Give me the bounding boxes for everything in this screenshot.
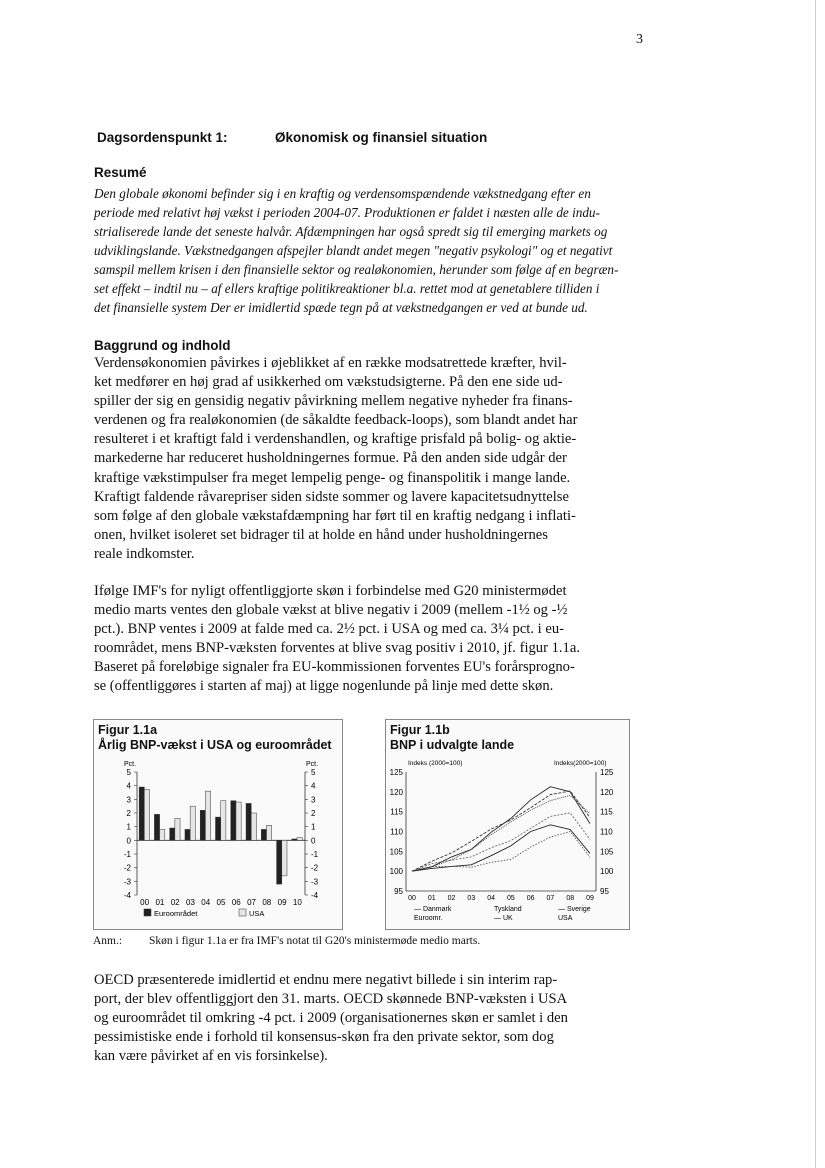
y-tick-label-right: -2: [311, 863, 319, 873]
legend-label: Euroområdet: [154, 909, 198, 918]
x-tick-label: 06: [526, 895, 535, 902]
x-tick-label: 03: [467, 895, 476, 902]
y-tick-label-right: 115: [600, 807, 613, 817]
y-tick-label-left: 1: [126, 822, 131, 832]
y-tick-label-left: 100: [389, 867, 403, 877]
x-tick-label: 02: [170, 898, 180, 907]
bar-usa: [190, 806, 195, 840]
text-line: og euroområdet til omkring -4 pct. i 2009 (organisationernes skøn er samlet i den: [94, 1010, 568, 1027]
text-line: medio marts ventes den globale vækst at blive negativ i 2009 (mellem -1½ og -½: [94, 602, 568, 619]
y-tick-label-left: -3: [123, 877, 131, 887]
legend-label: USA: [249, 909, 265, 918]
bar-euroomraadet: [231, 801, 236, 841]
text-line: se (offentliggøres i starten af maj) at ligge nogenlunde på linje med dette skøn.: [94, 678, 554, 695]
series-line-tyskland: [412, 832, 590, 872]
bar-euroomraadet: [277, 840, 282, 884]
x-tick-label: 01: [155, 898, 165, 907]
y-tick-label-right: 110: [600, 827, 613, 837]
resume-line: udviklingslande. Vækstnedgangen afspejler blandt andet megen "negativ psykologi" og et negativt: [94, 243, 613, 258]
resume-text: [94, 184, 628, 317]
figure-title: BNP i udvalgte lande: [390, 738, 515, 752]
text-line: markederne har reduceret husholdningernes formue. På den anden side udgår der: [94, 450, 567, 467]
y-tick-label-right: 5: [311, 768, 316, 777]
bar-usa: [236, 802, 241, 840]
figure-1-1b: [385, 719, 630, 930]
legend-label: — Sverige: [558, 906, 591, 913]
x-tick-label: 03: [186, 898, 195, 907]
text-line: pct.). BNP ventes i 2009 at falde med ca. 2½ pct. i USA og med ca. 3¼ pct. i eu-: [94, 621, 564, 638]
bar-usa: [282, 840, 287, 876]
resume-line: Den globale økonomi befinder sig i en kraftig og verdensomspændende vækstnedgang efter en: [94, 186, 591, 201]
paragraph-2: [94, 582, 628, 697]
bar-usa: [297, 838, 302, 841]
y-tick-label-left: 125: [389, 768, 403, 777]
bar-usa: [160, 829, 165, 840]
figure-number: Figur 1.1a: [98, 723, 158, 737]
x-tick-label: 07: [247, 898, 256, 907]
x-tick-label: 00: [140, 898, 150, 907]
y-tick-label-left: 3: [126, 795, 131, 805]
text-line: port, der blev offentliggjort den 31. marts. OECD skønnede BNP-væksten i USA: [94, 991, 568, 1008]
bar-usa: [144, 790, 149, 841]
y-tick-label-right: 125: [600, 768, 614, 777]
text-line: onen, hvilket isoleret set bidrager til at holde en hånd under husholdningernes: [94, 526, 548, 543]
resume-line: samspil mellem krisen i den finansielle sektor og realøkonomien, herunder som følge af en begræn-: [94, 262, 619, 277]
text-line: spiller der sig en gensidig negativ påvirkning mellem negative nyheder fra finans-: [94, 393, 573, 410]
text-line: som følge af den globale vækstafdæmpning har ført til en kraftig nedgang i inflati-: [94, 507, 576, 524]
text-line: Baseret på foreløbige signaler fra EU-kommissionen forventes EU's forårsprogno-: [94, 659, 575, 676]
y-tick-label-left: -2: [123, 863, 131, 873]
background-heading: Baggrund og indhold: [94, 338, 231, 353]
y-tick-label-right: -1: [311, 850, 319, 859]
text-line: kraftige vækstimpulser fra meget lempelig penge- og finanspolitik i mange lande.: [94, 469, 571, 486]
resume-heading: Resumé: [94, 165, 147, 180]
legend-label: USA: [558, 915, 573, 922]
figure-note: [93, 935, 480, 947]
agenda-heading: [97, 130, 487, 145]
y-tick-label-right: 120: [600, 787, 614, 797]
x-tick-label: 04: [487, 895, 496, 902]
x-tick-label: 09: [586, 895, 594, 902]
bar-usa: [205, 791, 210, 840]
bar-usa: [175, 818, 180, 840]
bar-euroomraadet: [261, 829, 266, 840]
y-tick-label-right: 95: [600, 887, 609, 896]
y-tick-label-left: 0: [126, 836, 131, 846]
y-tick-label-right: 0: [311, 836, 316, 846]
series-line-danmark: [412, 825, 590, 871]
y-tick-label-right: 3: [311, 795, 316, 805]
bar-usa: [221, 801, 226, 841]
text-line: kan være påvirket af en vis forsinkelse).: [94, 1048, 328, 1065]
legend-label: Euroomr.: [414, 915, 443, 922]
text-line: reale indkomster.: [94, 545, 195, 562]
figure-title: Årlig BNP-vækst i USA og euroområdet: [98, 738, 332, 752]
figure-number: Figur 1.1b: [390, 723, 450, 737]
y-tick-label-right: 4: [311, 781, 316, 791]
y-tick-label-left: 4: [126, 781, 131, 791]
series-line-uk: [412, 791, 590, 871]
text-line: roområdet, mens BNP-væksten forventes at blive svag positiv i 2010, jf. figur 1.1a.: [94, 640, 580, 657]
x-tick-label: 08: [262, 898, 272, 907]
text-line: ket medfører en høj grad af usikkerhed om vækstudsigterne. På den ene side ud-: [94, 374, 563, 391]
y-tick-label-left: 120: [389, 787, 403, 797]
y-axis-label-left: Pct.: [124, 761, 137, 768]
y-tick-label-right: 100: [600, 867, 614, 877]
y-axis-label-right: Pct.: [306, 761, 319, 768]
y-tick-label-right: 2: [311, 809, 316, 818]
legend-label: Tyskland: [494, 906, 522, 913]
bar-euroomraadet: [246, 803, 251, 840]
y-tick-label-left: -1: [123, 850, 131, 859]
bar-usa: [267, 825, 272, 840]
y-axis-label-left: Indeks (2000=100): [408, 760, 463, 767]
x-tick-label: 07: [546, 895, 555, 902]
paragraph-3: [94, 971, 628, 1066]
legend-swatch: [144, 909, 151, 916]
y-tick-label-left: 115: [390, 807, 403, 817]
y-tick-label-left: -4: [123, 891, 131, 900]
text-line: Kraftigt faldende råvarepriser siden sidste sommer og lavere kapacitetsudnyttelse: [94, 488, 569, 505]
y-tick-label-left: 105: [389, 847, 403, 857]
text-line: resulteret i et kraftigt fald i verdenshandlen, og kraftige prisfald på bolig- og aktie-: [94, 431, 577, 448]
text-line: Verdensøkonomien påvirkes i øjeblikket af en række modsatrettede kræfter, hvil-: [94, 355, 567, 371]
paragraph-1: [94, 354, 628, 564]
bar-usa: [251, 813, 256, 840]
page-edge: [815, 0, 816, 1168]
y-tick-label-left: 5: [126, 768, 131, 777]
y-tick-label-right: 105: [600, 847, 614, 857]
x-tick-label: 04: [201, 898, 211, 907]
y-tick-label-left: 110: [390, 827, 403, 837]
legend-label: — UK: [494, 915, 513, 922]
note-text: Skøn i figur 1.1a er fra IMF's notat til G20's ministermøde medio marts.: [149, 935, 481, 947]
x-tick-label: 08: [566, 895, 575, 902]
page-number: 3: [636, 32, 643, 47]
x-tick-label: 05: [506, 895, 515, 902]
bar-euroomraadet: [216, 817, 221, 840]
text-line: Ifølge IMF's for nyligt offentliggjorte skøn i forbindelse med G20 ministermødet: [94, 583, 567, 599]
bar-euroomraadet: [139, 787, 144, 840]
legend-swatch: [239, 909, 246, 916]
resume-line: periode med relativt høj vækst i perioden 2004-07. Produktionen er faldet i næsten alle de indu-: [94, 205, 600, 220]
y-tick-label-right: 1: [311, 822, 316, 832]
x-tick-label: 06: [231, 898, 241, 907]
resume-line: set effekt – indtil nu – af ellers kraftige politikreaktioner bl.a. rettet mod at genetablere tilliden i: [94, 281, 600, 296]
x-tick-label: 01: [427, 895, 436, 902]
legend-label: — Danmark: [414, 906, 452, 913]
bar-chart: [94, 758, 342, 928]
bar-euroomraadet: [185, 829, 190, 840]
series-line-euroomr: [412, 813, 590, 871]
text-line: pessimistiske ende i forhold til konsensus-skøn fra den private sektor, som dog: [94, 1029, 554, 1046]
y-tick-label-right: -3: [311, 877, 319, 887]
x-tick-label: 02: [447, 895, 456, 902]
bar-euroomraadet: [170, 828, 175, 840]
figure-1-1a: [93, 719, 343, 930]
text-line: OECD præsenterede imidlertid et endnu mere negativt billede i sin interim rap-: [94, 972, 558, 988]
text-line: verdenen og fra realøkonomien (de såkaldte feedback-loops), som blandt andet har: [94, 412, 578, 429]
y-tick-label-right: -4: [311, 891, 319, 900]
agenda-title: Økonomisk og finansiel situation: [275, 130, 488, 145]
bar-euroomraadet: [292, 839, 297, 840]
x-tick-label: 00: [408, 895, 416, 902]
agenda-label: Dagsordenspunkt 1:: [97, 130, 228, 145]
resume-line: det finansielle system Der er imidlertid spæde tegn på at vækstnedgangen er ved at bunde ud.: [94, 300, 588, 315]
bar-euroomraadet: [200, 810, 205, 840]
x-tick-label: 10: [292, 898, 302, 907]
bar-euroomraadet: [154, 814, 159, 840]
resume-line: strialiserede lande det seneste halvår. Afdæmpningen har også spredt sig til emerging markets og: [94, 224, 608, 239]
y-tick-label-left: 95: [394, 887, 403, 896]
x-tick-label: 05: [216, 898, 226, 907]
note-label: Anm.:: [93, 935, 123, 947]
y-axis-label-right: Indeks(2000=100): [554, 760, 607, 767]
x-tick-label: 09: [277, 898, 287, 907]
y-tick-label-left: 2: [126, 809, 131, 818]
line-chart: [386, 758, 629, 928]
